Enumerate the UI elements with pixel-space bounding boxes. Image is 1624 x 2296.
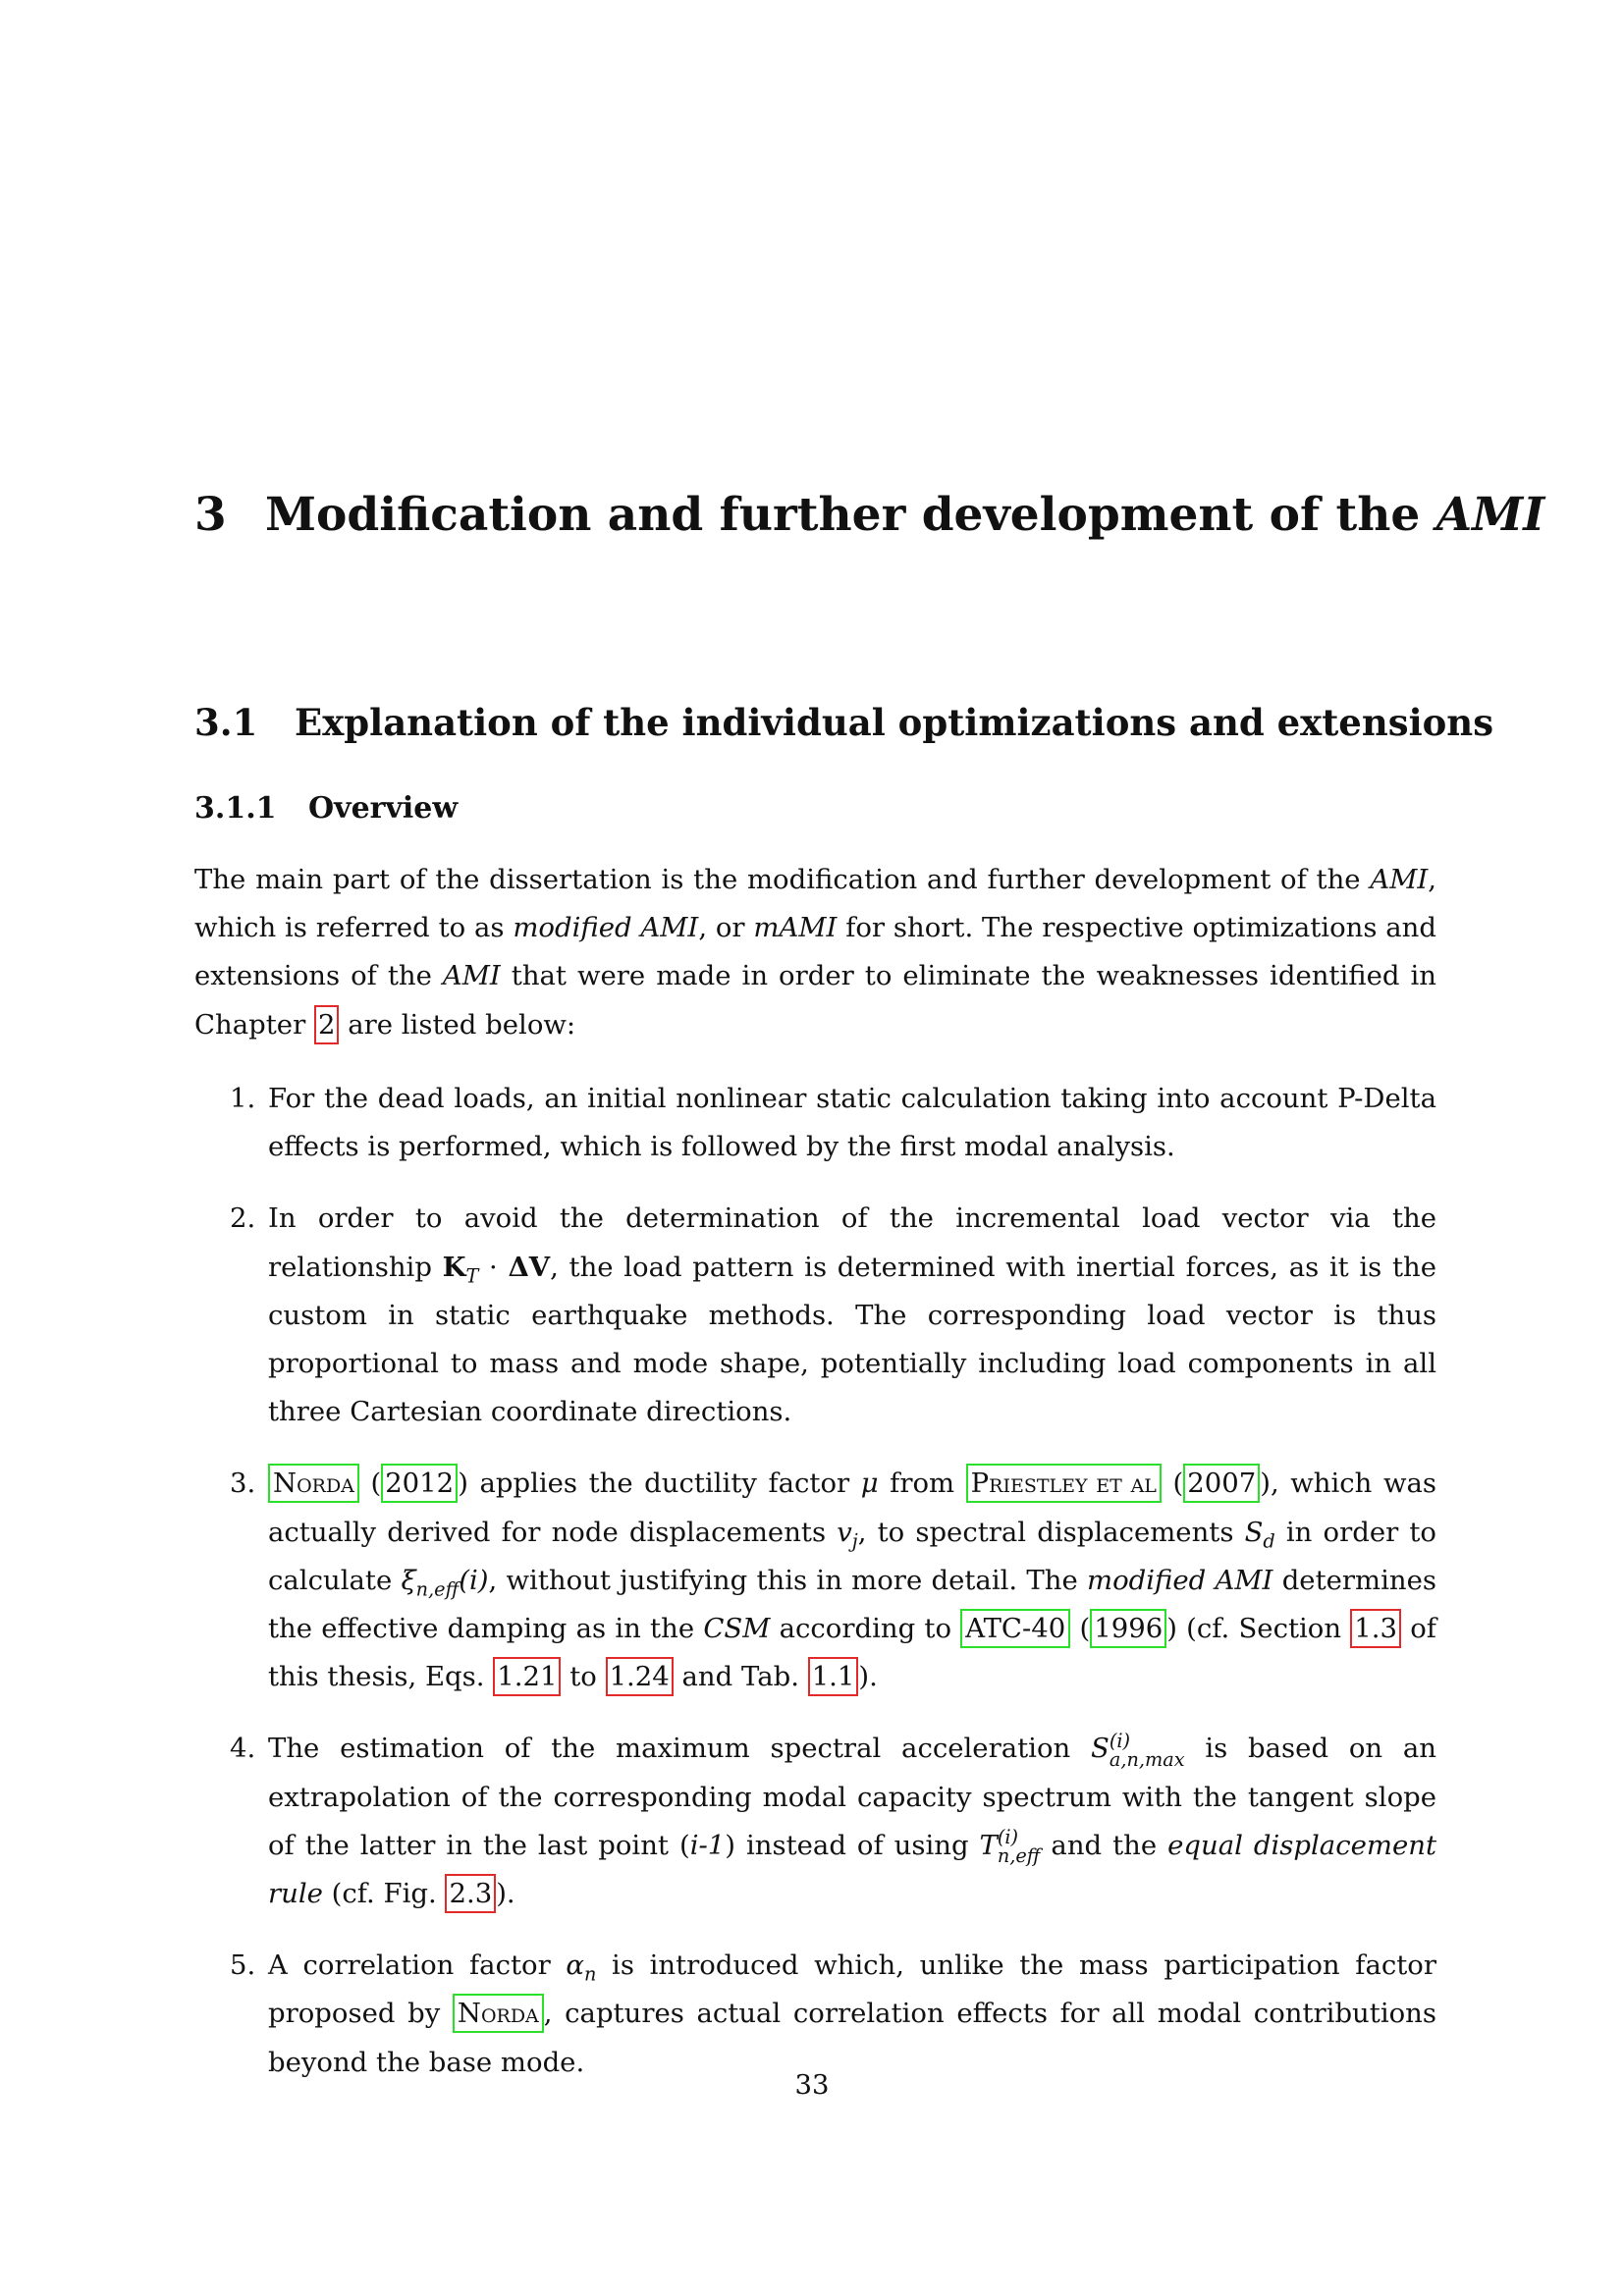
math-subscript: n: [583, 1962, 597, 1986]
norda-citation-link[interactable]: Norda: [268, 1464, 359, 1503]
math-superscript: (i): [997, 1826, 1019, 1849]
section-title: Explanation of the individual optimizations and extensions: [295, 701, 1494, 744]
text: ).: [496, 1878, 515, 1910]
table-1-1-link[interactable]: 1.1: [808, 1657, 859, 1696]
text-italic: modified AMI: [513, 912, 699, 944]
priestley-citation-link[interactable]: Priestley et al: [966, 1464, 1162, 1503]
text-italic: AMI: [442, 960, 501, 992]
equation-1-21-link[interactable]: 1.21: [493, 1657, 561, 1696]
math-symbol: ΔV: [508, 1251, 551, 1283]
list-item-number: 5.: [230, 1949, 256, 1982]
section-number: 3.1: [194, 701, 258, 744]
text: from: [878, 1468, 966, 1500]
text: applies the ductility factor: [467, 1468, 861, 1500]
math-symbol: v: [837, 1516, 852, 1548]
list-item-number: 1.: [230, 1083, 256, 1114]
text: in order to calculate: [268, 1516, 1436, 1596]
list-item: [194, 1942, 1436, 2087]
text: and the: [1040, 1829, 1168, 1861]
chapter-2-link[interactable]: 2: [314, 1005, 340, 1044]
text: that were made in order to eliminate the weaknesses identified in Chapter: [194, 960, 1436, 1041]
atc-40-citation-link[interactable]: ATC-40: [960, 1609, 1070, 1648]
text: , without justifying this in more detail. The: [488, 1564, 1088, 1596]
text: The estimation of the maximum spectral acceleration: [268, 1733, 1092, 1765]
chapter-title: Modification and further development of the: [265, 488, 1421, 542]
math-symbol: S: [1091, 1733, 1110, 1765]
text-italic: modified AMI: [1087, 1564, 1273, 1596]
text: (cf. Fig.: [322, 1878, 446, 1910]
text: For the dead loads, an initial nonlinear static calculation taking into account P-Delta effects is performed, which is followed by the first modal analysis.: [268, 1083, 1436, 1163]
math-symbol: α: [566, 1949, 584, 1982]
text: is introduced which, unlike the mass participation factor proposed by: [268, 1949, 1436, 2030]
list-item: [194, 1725, 1436, 1918]
chapter-title-italic: AMI: [1435, 488, 1545, 542]
text: of this thesis, Eqs.: [268, 1613, 1436, 1693]
text: and Tab.: [673, 1661, 808, 1693]
text: , which was actually derived for node displacements: [268, 1468, 1436, 1548]
list-item-number: 2.: [230, 1202, 256, 1235]
math-superscript: (i): [1109, 1729, 1131, 1752]
text: , captures actual correlation effects for all modal contributions beyond the base mode.: [268, 1998, 1436, 2078]
list-item-number: 4.: [230, 1733, 256, 1765]
list-item-number: 3.: [230, 1468, 256, 1500]
text: ) instead of using: [725, 1829, 980, 1861]
math-supsub: [1109, 1729, 1185, 1771]
math-symbol: T: [979, 1829, 998, 1861]
math-supsub: [998, 1828, 1041, 1866]
math-symbol: μ: [860, 1468, 879, 1500]
list-item: 3. Norda ( 2012 ) applies the ductility factor μ from Priestley et al ( 2007 ), which was actually derived for node displacements $v_j$, to spectral displacements $S_d$ in order to calculate $\xi_{n,eff}(i)$, without justifying this in more detail. The modified AMI determines the effective damping as in the CSM according to ATC-40 ( 1996 ) (cf. Section 1.3 of this thesis, Eqs. 1.21 to 1.24 and Tab. 1.1 ).: [194, 1460, 1436, 1701]
list-item: [194, 1075, 1436, 1171]
text-italic: AMI: [1370, 864, 1429, 895]
year-2007-link[interactable]: 2007: [1183, 1464, 1260, 1503]
text: , which is referred to as: [194, 864, 1436, 944]
math-symbol: ξ: [401, 1564, 416, 1596]
text: are listed below:: [339, 1008, 576, 1041]
text: to: [561, 1661, 606, 1693]
text: , the load pattern is determined with inertial forces, as it is the custom in static earthquake methods. The corresponding load vector is thus proportional to mass and mode shape, potentially including load components in all three Cartesian coordinate directions.: [268, 1251, 1436, 1428]
text: ).: [858, 1661, 878, 1693]
subsection-heading: [194, 786, 1436, 831]
text: In order to avoid the determination of the incremental load vector via the relationship: [268, 1202, 1436, 1283]
list-item: [194, 1195, 1436, 1436]
text-italic: equal displacement rule: [268, 1829, 1436, 1910]
text: , to spectral displacements: [857, 1516, 1245, 1548]
math-operator: ·: [478, 1251, 509, 1283]
text: (cf. Section: [1176, 1613, 1351, 1645]
text: The main part of the dissertation is the modification and further development of the: [194, 864, 1371, 895]
math-subscript: d: [1263, 1529, 1275, 1553]
text: is based on an extrapolation of the corresponding modal capacity spectrum with the tangent slope of the latter in the last point (: [268, 1733, 1436, 1861]
chapter-number: 3: [194, 488, 227, 542]
math-subscript: T: [465, 1264, 479, 1288]
norda-citation-link[interactable]: Norda: [453, 1994, 544, 2033]
text-italic: mAMI: [753, 912, 838, 944]
chapter-heading: [194, 483, 1545, 548]
page-number: 33: [794, 2069, 830, 2101]
section-1-3-link[interactable]: 1.3: [1350, 1609, 1401, 1648]
equation-1-24-link[interactable]: 1.24: [606, 1657, 674, 1696]
text: according to: [770, 1613, 961, 1645]
year-1996-link[interactable]: 1996: [1090, 1609, 1166, 1648]
year-2012-link[interactable]: 2012: [381, 1464, 458, 1503]
text-italic: CSM: [703, 1613, 771, 1645]
section-heading: [194, 695, 1494, 750]
math-symbol: S: [1244, 1516, 1264, 1548]
math-subscript: n,eff: [415, 1577, 460, 1601]
text-italic: i-1: [689, 1829, 726, 1861]
math-subscript: j: [851, 1529, 858, 1553]
intro-paragraph: [194, 856, 1436, 1049]
text: , or: [698, 912, 754, 944]
math-subscript: n,eff: [997, 1844, 1041, 1868]
subsection-title: Overview: [308, 791, 459, 826]
optimizations-list: [194, 1075, 1436, 2110]
math-argument: (i): [459, 1564, 489, 1596]
text: A correlation factor: [268, 1949, 567, 1982]
subsection-number: 3.1.1: [194, 791, 277, 826]
math-subscript: a,n,max: [1109, 1747, 1185, 1771]
text: determines the effective damping as in the: [268, 1564, 1437, 1645]
text: for short. The respective optimizations and extensions of the: [194, 912, 1436, 992]
figure-2-3-link[interactable]: 2.3: [445, 1874, 496, 1913]
math-symbol: K: [442, 1251, 466, 1283]
